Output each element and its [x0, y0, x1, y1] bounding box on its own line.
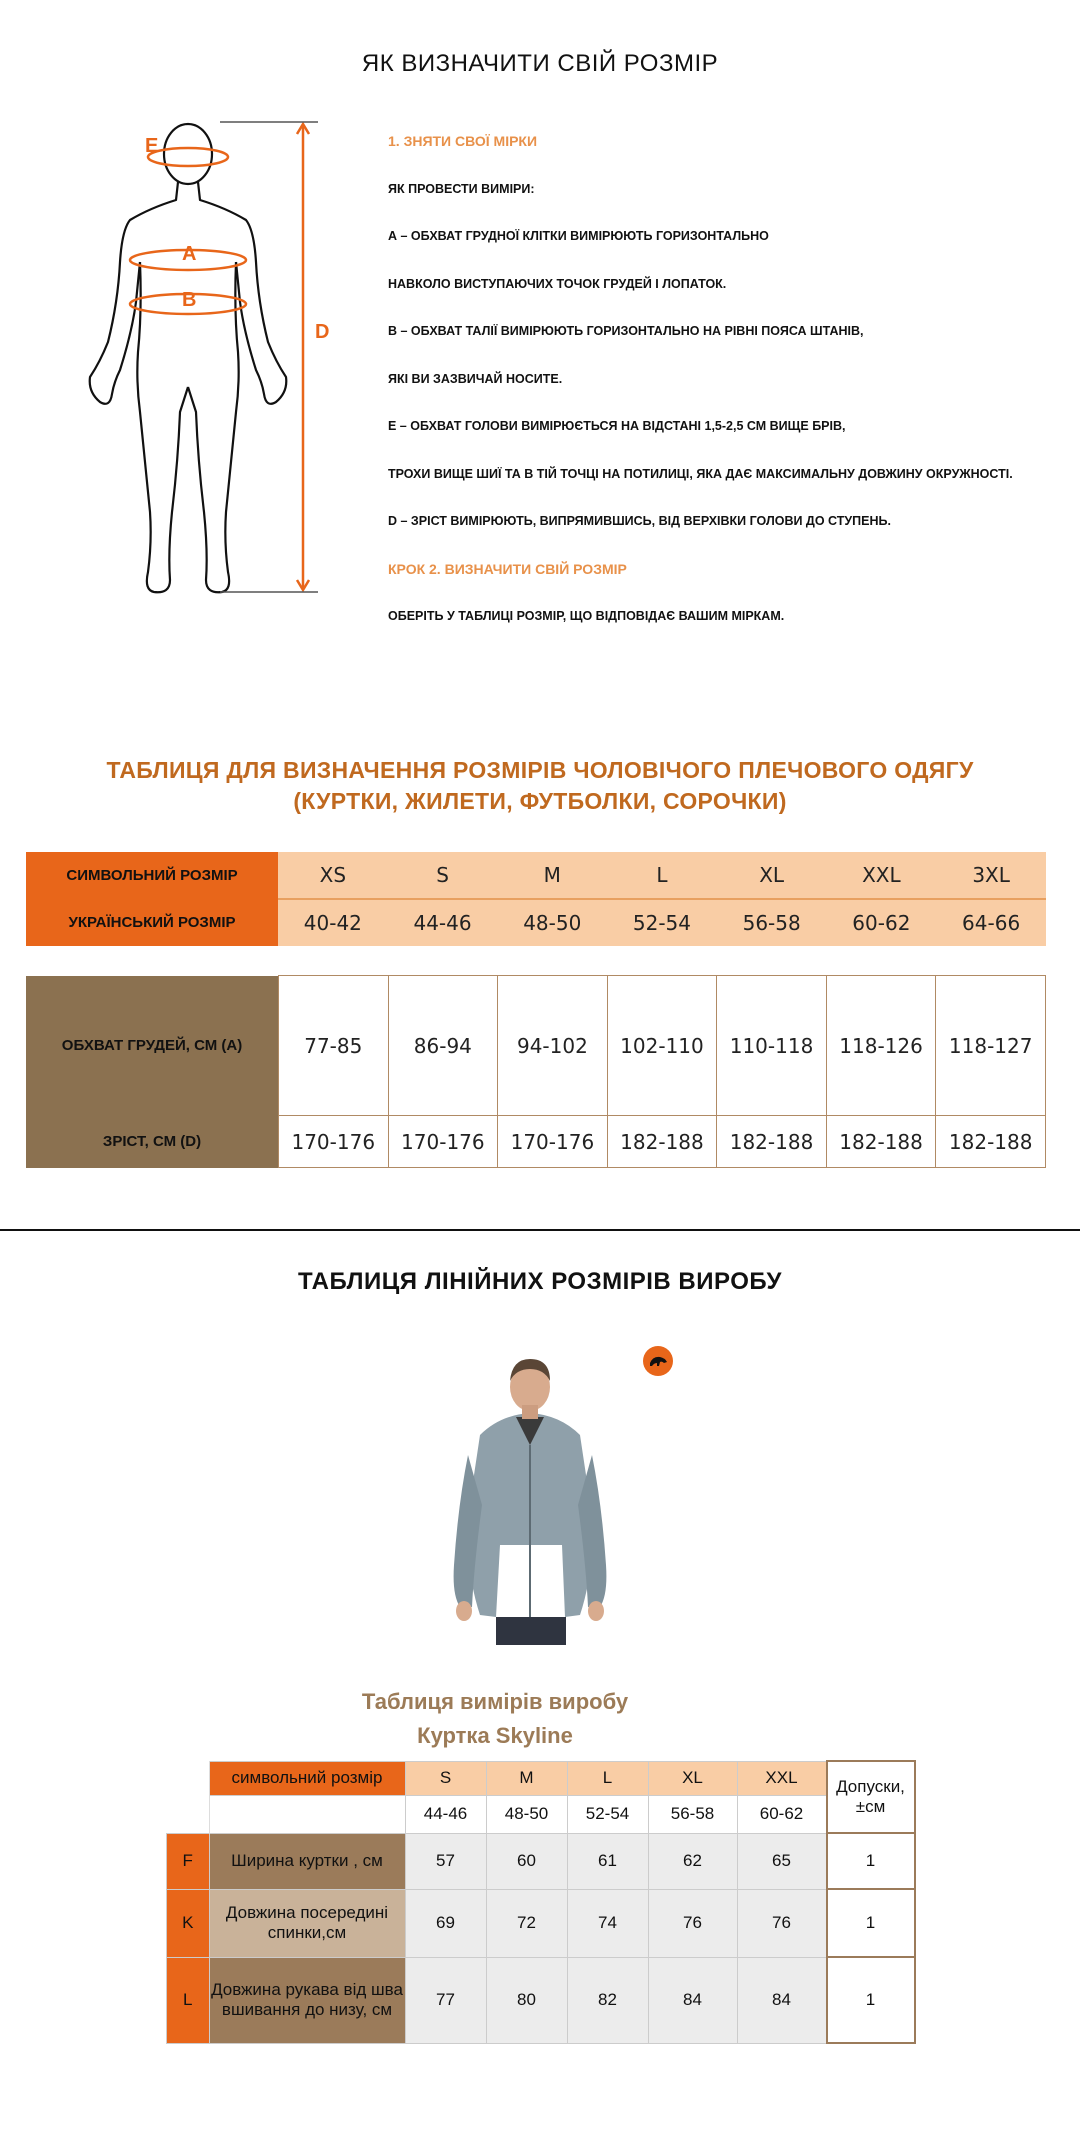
- row-tolerance: 1: [827, 1957, 915, 2043]
- row-value: 62: [648, 1833, 737, 1889]
- product-size-cell: L: [567, 1761, 648, 1795]
- row-value: 65: [737, 1833, 827, 1889]
- label-d: D: [315, 321, 330, 343]
- product-ua-size-cell: 52-54: [567, 1795, 648, 1833]
- label-b: B: [182, 289, 197, 311]
- ua-size-label: УКРАЇНСЬКИЙ РОЗМІР: [26, 899, 278, 946]
- product-ua-size-cell: 56-58: [648, 1795, 737, 1833]
- row-tolerance: 1: [827, 1833, 915, 1889]
- row-value: 76: [737, 1889, 827, 1957]
- height-label: ЗРІСТ, СМ (D): [26, 1116, 279, 1168]
- body-measurement-figure: [70, 112, 340, 602]
- step-line: ОБЕРІТЬ У ТАБЛИЦІ РОЗМІР, ЩО ВІДПОВІДАЄ ВАШИМ МІРКАМ.: [388, 609, 785, 623]
- step-line: ТРОХИ ВИЩЕ ШИЇ ТА В ТІЙ ТОЧЦІ НА ПОТИЛИЦІ, ЯКА ДАЄ МАКСИМАЛЬНУ ДОВЖИНУ ОКРУЖНОСТІ.: [388, 466, 1013, 481]
- section-divider: [0, 1229, 1080, 1231]
- ua-size-cell: 60-62: [827, 899, 937, 946]
- size-symbol-table: [26, 852, 1046, 946]
- step-line: В – ОБХВАТ ТАЛІЇ ВИМІРЮЮТЬ ГОРИЗОНТАЛЬНО НА РІВНІ ПОЯСА ШТАНІВ,: [388, 324, 864, 338]
- row-label: Довжина посередині спинки,см: [209, 1889, 405, 1957]
- chest-cell: 94-102: [498, 976, 608, 1116]
- step-line: Е – ОБХВАТ ГОЛОВИ ВИМІРЮЄТЬСЯ НА ВІДСТАНІ 1,5-2,5 СМ ВИЩЕ БРІВ,: [388, 419, 846, 433]
- ua-size-cell: 56-58: [717, 899, 827, 946]
- row-code: L: [167, 1957, 210, 2043]
- row-value: 69: [405, 1889, 486, 1957]
- product-ua-size-cell: 60-62: [737, 1795, 827, 1833]
- measurements-table: [26, 975, 1046, 1168]
- chest-cell: 110-118: [717, 976, 827, 1116]
- height-cell: 170-176: [388, 1116, 498, 1168]
- step-line: НАВКОЛО ВИСТУПАЮЧИХ ТОЧОК ГРУДЕЙ І ЛОПАТОК.: [388, 276, 727, 291]
- ua-size-cell: 44-46: [388, 899, 498, 946]
- row-value: 82: [567, 1957, 648, 2043]
- row-value: 77: [405, 1957, 486, 2043]
- row-label: Ширина куртки , см: [209, 1833, 405, 1889]
- chest-cell: 86-94: [388, 976, 498, 1116]
- step-line: ЯКІ ВИ ЗАЗВИЧАЙ НОСИТЕ.: [388, 371, 563, 386]
- row-value: 80: [486, 1957, 567, 2043]
- product-ua-size-cell: 48-50: [486, 1795, 567, 1833]
- row-value: 84: [737, 1957, 827, 2043]
- symbol-cell: XS: [278, 852, 388, 899]
- chest-cell: 102-110: [607, 976, 717, 1116]
- tolerance-label: Допуски, ±см: [827, 1761, 915, 1833]
- product-symbol-label: символьний розмір: [209, 1761, 405, 1795]
- ua-size-cell: 52-54: [607, 899, 717, 946]
- chest-cell: 118-127: [936, 976, 1046, 1116]
- step-line: А – ОБХВАТ ГРУДНОЇ КЛІТКИ ВИМІРЮЮТЬ ГОРИЗОНТАЛЬНО: [388, 229, 769, 243]
- symbol-cell: XXL: [827, 852, 937, 899]
- row-value: 76: [648, 1889, 737, 1957]
- product-table-title: Таблиця вимірів виробу Куртка Skyline: [361, 1689, 629, 1748]
- chest-label: ОБХВАТ ГРУДЕЙ, СМ (А): [26, 976, 279, 1116]
- step-line: КРОК 2. ВИЗНАЧИТИ СВІЙ РОЗМІР: [388, 560, 627, 577]
- symbol-cell: M: [497, 852, 607, 899]
- symbol-label: СИМВОЛЬНИЙ РОЗМІР: [26, 852, 278, 899]
- height-cell: 170-176: [498, 1116, 608, 1168]
- ua-size-cell: 48-50: [497, 899, 607, 946]
- row-value: 72: [486, 1889, 567, 1957]
- product-size-cell: S: [405, 1761, 486, 1795]
- step-line: D – ЗРІСТ ВИМІРЮЮТЬ, ВИПРЯМИВШИСЬ, ВІД ВЕРХІВКИ ГОЛОВИ ДО СТУПЕНЬ.: [388, 514, 891, 528]
- product-measurements-table: [166, 1760, 916, 2044]
- row-code: F: [167, 1833, 210, 1889]
- size-table-title: ТАБЛИЦЯ ДЛЯ ВИЗНАЧЕННЯ РОЗМІРІВ ЧОЛОВІЧОГО ПЛЕЧОВОГО ОДЯГУ (КУРТКИ, ЖИЛЕТИ, ФУТБОЛКИ, СОРОЧКИ): [106, 757, 974, 814]
- brand-logo-icon: [643, 1346, 673, 1376]
- height-cell: 182-188: [607, 1116, 717, 1168]
- measurement-steps: [388, 130, 1068, 653]
- ua-size-cell: 40-42: [278, 899, 388, 946]
- row-tolerance: 1: [827, 1889, 915, 1957]
- product-size-cell: XXL: [737, 1761, 827, 1795]
- height-cell: 170-176: [279, 1116, 389, 1168]
- symbol-cell: 3XL: [936, 852, 1046, 899]
- page-title: ЯК ВИЗНАЧИТИ СВІЙ РОЗМІР: [361, 50, 719, 77]
- symbol-cell: S: [388, 852, 498, 899]
- chest-cell: 77-85: [279, 976, 389, 1116]
- label-e: E: [145, 135, 159, 157]
- row-value: 61: [567, 1833, 648, 1889]
- linear-sizes-title: ТАБЛИЦЯ ЛІНІЙНИХ РОЗМІРІВ ВИРОБУ: [298, 1268, 782, 1295]
- product-size-cell: M: [486, 1761, 567, 1795]
- symbol-cell: XL: [717, 852, 827, 899]
- row-value: 74: [567, 1889, 648, 1957]
- chest-cell: 118-126: [826, 976, 936, 1116]
- step-line: ЯК ПРОВЕСТИ ВИМІРИ:: [388, 181, 535, 196]
- symbol-cell: L: [607, 852, 717, 899]
- ua-size-cell: 64-66: [936, 899, 1046, 946]
- step-line: 1. ЗНЯТИ СВОЇ МІРКИ: [388, 133, 538, 149]
- height-cell: 182-188: [936, 1116, 1046, 1168]
- product-size-cell: XL: [648, 1761, 737, 1795]
- row-value: 84: [648, 1957, 737, 2043]
- row-label: Довжина рукава від шва вшивання до низу, см: [209, 1957, 405, 2043]
- height-cell: 182-188: [717, 1116, 827, 1168]
- row-code: K: [167, 1889, 210, 1957]
- product-ua-size-cell: 44-46: [405, 1795, 486, 1833]
- row-value: 57: [405, 1833, 486, 1889]
- product-photo: [440, 1345, 620, 1645]
- height-cell: 182-188: [826, 1116, 936, 1168]
- row-value: 60: [486, 1833, 567, 1889]
- label-a: A: [182, 243, 197, 265]
